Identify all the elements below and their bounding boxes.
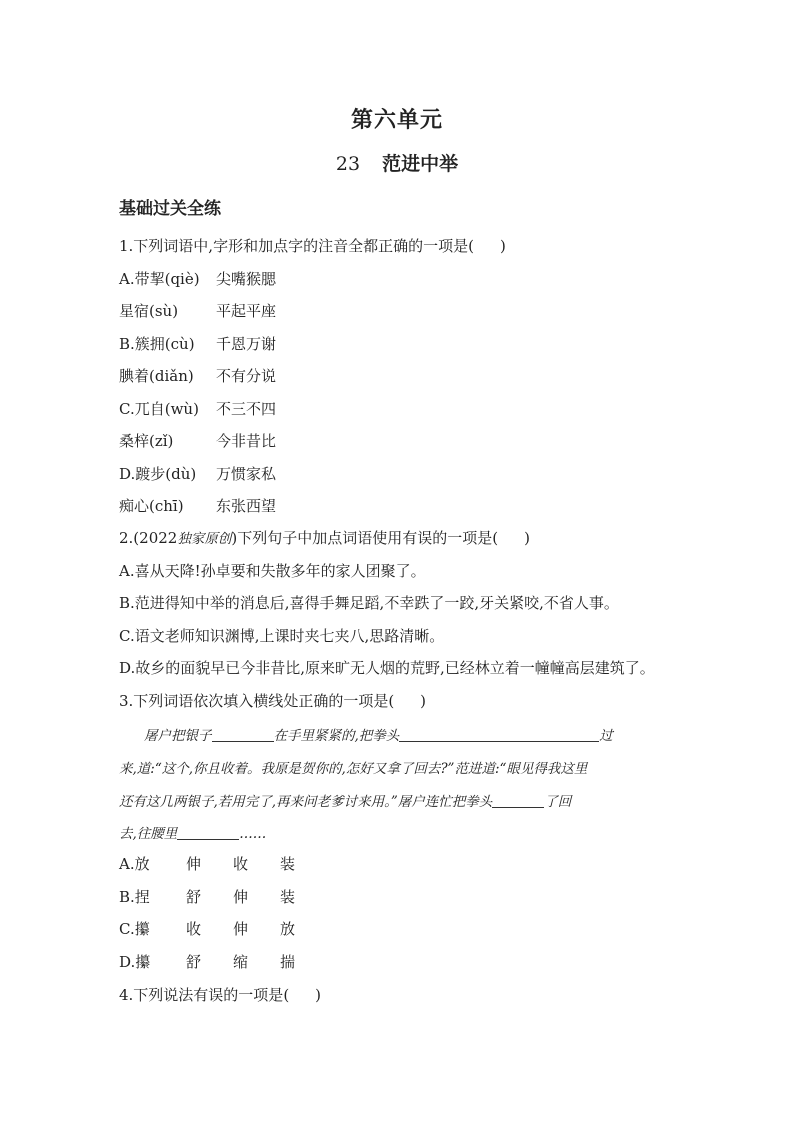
q3-option-d-label: D.攥 bbox=[119, 953, 151, 971]
unit-title: 第六单元 bbox=[350, 107, 443, 133]
q3-option-c-word3: 伸 bbox=[233, 920, 249, 938]
q2-option-c: C.语文老师知识渊博,上课时夹七夹八,思路清晰。 bbox=[119, 627, 445, 645]
q1-option-d-word3: 痴心(chī) bbox=[119, 497, 184, 515]
q1-option-d-word1: D.踱步(dù) bbox=[119, 465, 197, 483]
blank-3 bbox=[492, 793, 544, 808]
q1-option-d-word2: 万惯家私 bbox=[216, 465, 277, 483]
q3-option-c-word2: 收 bbox=[186, 920, 202, 938]
q3-option-b-word4: 装 bbox=[280, 888, 296, 906]
q1-option-b-word3: 腆着(diǎn) bbox=[119, 367, 194, 385]
q3-option-a-label: A.放 bbox=[119, 855, 150, 873]
q3-option-d-word2: 舒 bbox=[186, 953, 202, 971]
q1-option-c-word1: C.兀自(wù) bbox=[119, 400, 199, 418]
q3-option-a-word3: 收 bbox=[233, 855, 249, 873]
section-title: 基础过关全练 bbox=[119, 199, 221, 219]
q1-option-a-word4: 平起平座 bbox=[216, 302, 277, 320]
q3-option-c-label: C.攥 bbox=[119, 920, 150, 938]
lesson-number: 23 bbox=[335, 153, 361, 175]
q2-option-d: D.故乡的面貌早已今非昔比,原来旷无人烟的荒野,已经林立着一幢幢高层建筑了。 bbox=[119, 659, 655, 677]
q1-option-d-word4: 东张西望 bbox=[216, 497, 277, 515]
q3-option-d-word4: 揣 bbox=[280, 953, 296, 971]
q1-option-c-word4: 今非昔比 bbox=[216, 432, 277, 450]
q1-option-b-word4: 不有分说 bbox=[216, 367, 277, 385]
q1-option-b-word1: B.簇拥(cù) bbox=[119, 335, 195, 353]
q3-option-a-word2: 伸 bbox=[186, 855, 202, 873]
lesson-name: 范进中举 bbox=[382, 153, 459, 175]
q2-option-b: B.范进得知中举的消息后,喜得手舞足蹈,不幸跌了一跤,牙关紧咬,不省人事。 bbox=[119, 594, 619, 612]
q3-option-c-word4: 放 bbox=[280, 920, 296, 938]
passage-line-1: 屠户把银子 在手里紧紧的,把拳头 过 bbox=[144, 728, 613, 744]
q1-option-c-word3: 桑梓(zǐ) bbox=[119, 432, 174, 450]
q1-option-a-word1: A.带挈(qiè) bbox=[119, 270, 200, 288]
passage-line-2: 来,道:“这个,你且收着。我原是贺你的,怎好又拿了回去?”范进道:“眼见得我这里 bbox=[119, 761, 588, 777]
question-1-stem: 1.下列词语中,字形和加点字的注音全都正确的一项是( ) bbox=[119, 237, 506, 255]
lesson-title bbox=[0, 149, 794, 176]
q1-option-c-word2: 不三不四 bbox=[216, 400, 277, 418]
question-3-stem: 3.下列词语依次填入横线处正确的一项是( ) bbox=[119, 692, 427, 710]
source-note: 独家原创 bbox=[177, 531, 232, 547]
passage-line-4: 去,往腰里 …… bbox=[119, 826, 267, 842]
q1-option-a-word2: 尖嘴猴腮 bbox=[216, 270, 277, 288]
q3-option-b-word2: 舒 bbox=[186, 888, 202, 906]
q3-option-a-word4: 装 bbox=[280, 855, 296, 873]
q3-option-b-label: B.捏 bbox=[119, 888, 150, 906]
question-4-stem: 4.下列说法有误的一项是( ) bbox=[119, 986, 322, 1004]
blank-4 bbox=[177, 825, 239, 840]
blank-1 bbox=[212, 727, 274, 742]
blank-2 bbox=[399, 727, 599, 742]
question-2-stem: 2.(2022独家原创)下列句子中加点词语使用有误的一项是( ) bbox=[119, 529, 530, 547]
q3-option-b-word3: 伸 bbox=[233, 888, 249, 906]
q2-option-a: A.喜从天降!孙卓要和失散多年的家人团聚了。 bbox=[119, 562, 426, 580]
q1-option-a-word3: 星宿(sù) bbox=[119, 302, 179, 320]
q3-option-d-word3: 缩 bbox=[233, 953, 249, 971]
q1-option-b-word2: 千恩万谢 bbox=[216, 335, 277, 353]
passage-line-3: 还有这几两银子,若用完了,再来问老爹讨来用。”屠户连忙把拳头 了回 bbox=[119, 794, 572, 810]
